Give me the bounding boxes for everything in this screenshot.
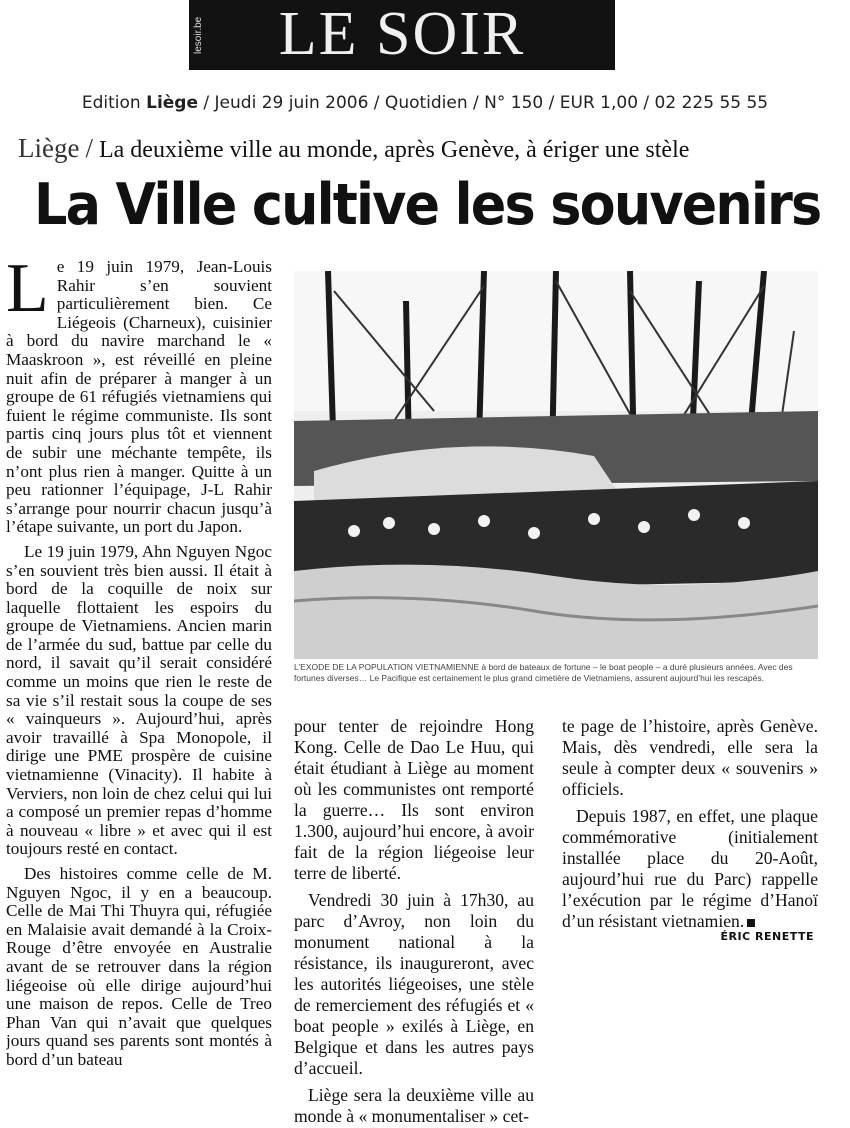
paragraph: Depuis 1987, en effet, une plaque commémorative (initialement installée place du 20-Août, aujourd’hui rue du Parc) rappelle l’exécution par le régime d’Hanoï d’un résistant vietnamien.: [562, 806, 818, 931]
headline: La Ville cultive les souvenirs: [34, 172, 821, 238]
kicker-text: La deuxième ville au monde, après Genève, à ériger une stèle: [98, 137, 690, 163]
kicker: [18, 133, 689, 164]
edition-line: [0, 93, 850, 113]
edition-details: / Jeudi 29 juin 2006 / Quotidien / N° 150 / EUR 1,00 / 02 225 55 55: [203, 93, 769, 113]
article-column-2: [294, 716, 534, 1128]
byline: ÉRIC RENETTE: [720, 930, 814, 943]
masthead-side-text: lesoir.be: [193, 16, 204, 54]
boat-photo-illustration: [294, 271, 818, 659]
kicker-place: Liège: [18, 133, 80, 163]
masthead: [189, 0, 615, 70]
paragraph: Des histoires comme celle de M. Nguyen Ngoc, il y en a beaucoup. Celle de Mai Thi Thuyra qui, réfugiée en Malaisie avait demandé à la Croix-Rouge d’être envoyée en Australie avant de se retrouver dans la région liégeoise où elle dirige aujourd’hui une maison de repos. Celle de Treo Phan Van qui n’avait que quelques jours quand ses parents sont montés à bord d’un bateau: [6, 864, 272, 1069]
boat-people-photo: [294, 271, 818, 659]
end-of-article-mark: [747, 919, 755, 927]
paragraph: Liège sera la deuxième ville au monde à « monumentaliser » cet-: [294, 1085, 534, 1126]
photo-caption: L’EXODE DE LA POPULATION VIETNAMIENNE à bord de bateaux de fortune – le boat people – a duré plusieurs années. Avec des fortunes diverses… Le Pacifique est certainement le plus grand cimetière de Vietnamiens, assurent aujourd’hui les rescapés.: [294, 662, 793, 683]
article-column-1: [6, 258, 272, 1128]
dropcap: L: [6, 258, 49, 327]
paragraph: Le 19 juin 1979, Ahn Nguyen Ngoc s’en souvient très bien aussi. Il était à bord de la coquille de noix sur laquelle flottaient les espoirs du groupe de Vietnamiens. Ancien marin de l’armée du sud, battue par celle du nord, il savait qu’il serait considéré comme un moins que rien le reste de sa vie s’il restait sous la coupe de ses « vainqueurs ». Aujourd’hui, après avoir travaillé à Spa Monopole, il dirige une PME prospère de cuisine vietnamienne (Vinacity). Il habite à Verviers, non loin de chez celui qui lui a composé un premier repas d’homme à nouveau « libre » et avec qui il est toujours resté en contact.: [6, 541, 272, 859]
masthead-title: LE SOIR: [278, 0, 526, 68]
edition-label: Edition: [81, 93, 141, 113]
kicker-separator: /: [85, 133, 93, 163]
paragraph: te page de l’histoire, après Genève. Mais, dès vendredi, elle sera la seule à compter deux « souvenirs » officiels.: [562, 716, 818, 799]
edition-name: Liège: [146, 93, 198, 113]
article-column-3: [562, 716, 818, 966]
paragraph: Le 19 juin 1979, Jean-Louis Rahir s’en souvient particulièrement bien. Ce Liégeois (Charneux), cuisinier à bord du navire marchand le « Maaskroon », est réveillé en pleine nuit afin de préparer à manger à un groupe de 61 réfugiés vietnamiens qui fuient le régime communiste. Ils sont partis cinq jours plus tôt et viennent de subir une méchante tempête, ils n’ont plus rien à manger. Quitte à un peu rationner l’équipage, J-L Rahir s’arrange pour nourrir chacun jusqu’à l’étape suivante, un port du Japon.: [6, 258, 272, 537]
paragraph: Vendredi 30 juin à 17h30, au parc d’Avroy, non loin du monument national à la résistance, ils inaugureront, avec les autorités liégeoises, une stèle de remerciement des réfugiés et « boat people » exilés à Liège, en Belgique et dans les autres pays d’accueil.: [294, 890, 534, 1078]
paragraph: pour tenter de rejoindre Hong Kong. Celle de Dao Le Huu, qui était étudiant à Liège au moment où les communistes ont remporté la guerre… Ils sont environ 1.300, aujourd’hui encore, à avoir fait de la région liégeoise leur terre de liberté.: [294, 716, 534, 883]
